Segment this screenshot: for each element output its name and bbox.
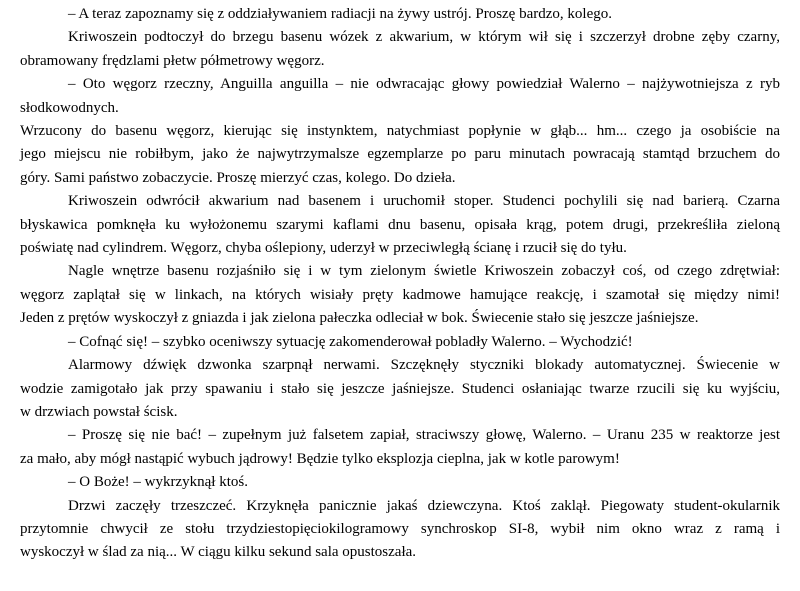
text-line: Wrzucony do basenu węgorz, kierując się instynktem, natychmiast popłynie w głąb... hm... czego ja osobiście na (20, 123, 780, 140)
text-line: – Cofnąć się! – szybko oceniwszy sytuację zakomenderował pobladły Walerno. – Wychodzić! (68, 333, 633, 350)
paragraph (0, 424, 800, 471)
text-line: przytomnie chwycił ze stołu trzydziestopięciokilogramowy synchroskop SI-8, wybił nim okno wraz z ramą i (20, 520, 780, 537)
paragraph (0, 3, 800, 26)
text-line: jego miejscu nie robiłbym, jako że najwytrzymalsze egzemplarze po paru minutach powracają stamtąd brzuchem do (20, 146, 780, 163)
paragraph (0, 73, 800, 120)
text-line: Alarmowy dźwięk dzwonka szarpnął nerwami. Szczęknęły styczniki blokady automatycznej. Świecenie w (68, 357, 780, 374)
text-line: za mało, aby mógł nastąpić wybuch jądrowy! Będzie tylko eksplozja cieplna, jak w kotle parowym! (20, 450, 620, 467)
paragraph (0, 354, 800, 424)
text-line: Jeden z prętów wyskoczył z gniazda i jak zielona pałeczka odleciał w bok. Świecenie stało się jeszcze jaśniejsze. (20, 310, 699, 327)
paragraph (0, 260, 800, 330)
paragraph (0, 190, 800, 260)
text-line: poświatę nad cylindrem. Węgorz, chyba oślepiony, uderzył w przeciwległą ścianę i rzucił się do tyłu. (20, 240, 627, 257)
paragraph (0, 495, 800, 565)
paragraph (0, 471, 800, 494)
text-line: słodkowodnych. (20, 99, 119, 116)
text-line: Drzwi zaczęły trzeszczeć. Krzyknęła panicznie jakaś dziewczyna. Ktoś zaklął. Piegowaty student-okularnik (68, 497, 780, 514)
text-line: Kriwoszein podtoczył do brzegu basenu wózek z akwarium, w którym wił się i szczerzył drobne zęby czarny, (68, 29, 780, 46)
paragraph (0, 331, 800, 354)
text-line: Kriwoszein odwrócił akwarium nad basenem i uruchomił stoper. Studenci pochylili się nad barierą. Czarna (68, 193, 780, 210)
text-line: w drzwiach powstał ścisk. (20, 403, 178, 420)
text-line: Nagle wnętrze basenu rozjaśniło się i w tym zielonym świetle Kriwoszein zobaczył coś, od czego zdrętwiał: (68, 263, 780, 280)
text-line: wodzie zamigotało jak przy spawaniu i stało się jeszcze jaśniejsze. Studenci osłaniając twarze rzucili się ku wyjściu, (20, 380, 780, 397)
text-line: błyskawica pomknęła ku wyłożonemu szarymi kaflami dnu basenu, opisała krąg, potem drugi, przekreśliła zieloną (20, 216, 780, 233)
text-line: węgorz zaplątał się w linkach, na których wisiały pręty kadmowe hamujące reakcję, i szamotał się między nimi! (20, 286, 780, 303)
paragraph (0, 120, 800, 190)
text-line: obramowany frędzlami płetw półmetrowy węgorz. (20, 52, 325, 69)
text-line: – Oto węgorz rzeczny, Anguilla anguilla – nie odwracając głowy powiedział Walerno – najżywotniejsza z ryb (68, 76, 780, 93)
text-line: – Proszę się nie bać! – zupełnym już falsetem zapiał, straciwszy głowę, Walerno. – Uranu 235 w reaktorze jest (68, 427, 780, 444)
text-line: – A teraz zapoznamy się z oddziaływaniem radiacji na żywy ustrój. Proszę bardzo, kolego. (68, 6, 612, 22)
text-line: – O Boże! – wykrzyknął ktoś. (68, 474, 248, 491)
text-line: wyskoczył w ślad za nią... W ciągu kilku sekund sala opustoszała. (20, 544, 417, 561)
text-line: góry. Sami państwo zobaczycie. Proszę mierzyć czas, kolego. Do dzieła. (20, 169, 456, 186)
paragraph (0, 26, 800, 73)
